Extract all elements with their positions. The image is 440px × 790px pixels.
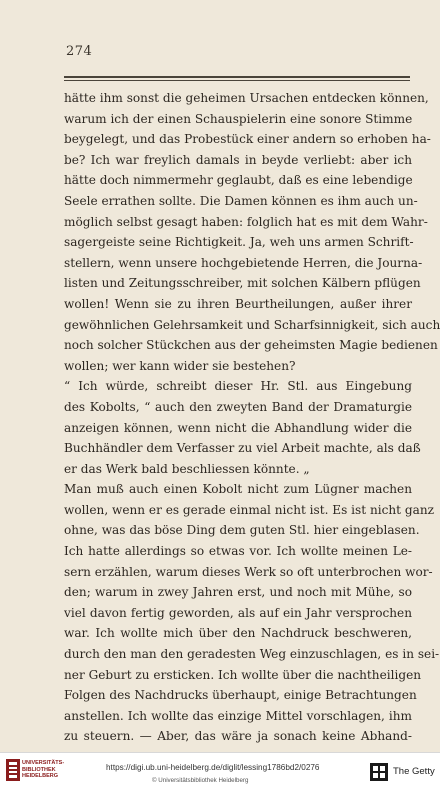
text-line: des Kobolts, “ auch den zweyten Band der Dramaturgie bbox=[64, 399, 412, 414]
text-line: Folgen des Nachdrucks überhaupt, einige Betrachtungen bbox=[64, 688, 417, 703]
library-name: UNIVERSITÄTS- BIBLIOTHEK HEIDELBERG bbox=[22, 760, 65, 780]
text-line: er das Werk bald beschliessen könnte. „ bbox=[64, 461, 310, 476]
text-line: sern erzählen, warum dieses Werk so oft unterbrochen wor- bbox=[64, 564, 433, 579]
text-line: wollen! Wenn sie zu ihren Beurtheilungen, außer ihrer bbox=[64, 296, 412, 311]
text-line: wollen; wer kann wider sie bestehen? bbox=[64, 358, 296, 373]
text-line: anzeigen können, wenn nicht die Abhandlung wider die bbox=[64, 420, 412, 435]
body-text bbox=[64, 88, 440, 768]
text-line: sagergeiste seine Richtigkeit. Ja, weh uns armen Schrift- bbox=[64, 235, 414, 250]
text-line: zu steuern. — Aber, das wäre ja sonach keine Abhand- bbox=[64, 729, 412, 744]
text-line: viel davon fertig geworden, als auf ein Jahr versprochen bbox=[64, 605, 412, 620]
text-line: stellern, wenn unsere hochgebietende Herren, die Journa- bbox=[64, 255, 423, 270]
text-line: durch den man den geradesten Weg einzuschlagen, es in sei- bbox=[64, 647, 440, 662]
text-line: den; warum in zwey Jahren erst, und noch mit Mühe, so bbox=[64, 585, 412, 600]
text-line: gewöhnlichen Gelehrsamkeit und Scharfsinnigkeit, sich auch bbox=[64, 317, 440, 332]
text-line: Seele errathen sollte. Die Damen können es ihm auch un- bbox=[64, 193, 418, 208]
text-line: anstellen. Ich wollte das einzige Mittel vorschlagen, ihm bbox=[64, 708, 412, 723]
text-line: beygelegt, und das Probestück einer andern so erhoben ha- bbox=[64, 132, 431, 147]
getty-logo-icon[interactable] bbox=[370, 763, 388, 781]
getty-name: The Getty bbox=[393, 766, 435, 777]
header-rule-thin bbox=[64, 80, 410, 81]
copyright-notice: © Universitätsbibliothek Heidelberg bbox=[152, 777, 249, 784]
text-line: noch solcher Stückchen aus der geheimsten Magie bedienen bbox=[64, 338, 438, 353]
text-line: be? Ich war freylich damals in beyde verliebt: aber ich bbox=[64, 152, 412, 167]
text-line: möglich selbst gesagt haben: folglich hat es mit dem Wahr- bbox=[64, 214, 428, 229]
text-line: ohne, was das böse Ding dem guten Stl. hier eingeblasen. bbox=[64, 523, 420, 538]
text-line: listen und Zeitungsschreiber, mit solchen Kälbern pflügen bbox=[64, 276, 421, 291]
header-rule-thick bbox=[64, 76, 410, 78]
text-line: Man muß auch einen Kobolt nicht zum Lügner machen bbox=[64, 482, 412, 497]
text-line: hätte ihm sonst die geheimen Ursachen entdecken können, bbox=[64, 91, 429, 105]
text-line: warum ich der einen Schauspielerin eine sonore Stimme bbox=[64, 111, 413, 126]
text-line: Buchhändler dem Verfasser zu viel Arbeit machte, als daß bbox=[64, 441, 421, 456]
permalink-url[interactable]: https://digi.ub.uni-heidelberg.de/diglit/lessing1786bd2/0276 bbox=[106, 763, 320, 772]
text-line: war. Ich wollte mich über den Nachdruck beschweren, bbox=[64, 626, 412, 641]
page-number: 274 bbox=[66, 44, 93, 59]
text-line: ner Geburt zu ersticken. Ich wollte über die nachtheiligen bbox=[64, 667, 422, 682]
text-line: hätte doch nimmermehr geglaubt, daß es eine lebendige bbox=[64, 173, 413, 188]
text-line: Ich hatte allerdings so etwas vor. Ich wollte meinen Le- bbox=[64, 544, 412, 559]
university-library-logo-icon[interactable] bbox=[6, 759, 20, 781]
text-line: “ Ich würde, schreibt dieser Hr. Stl. aus Eingebung bbox=[64, 379, 412, 394]
text-line: wollen, wenn er es gerade einmal nicht ist. Es ist nicht ganz bbox=[64, 502, 434, 517]
